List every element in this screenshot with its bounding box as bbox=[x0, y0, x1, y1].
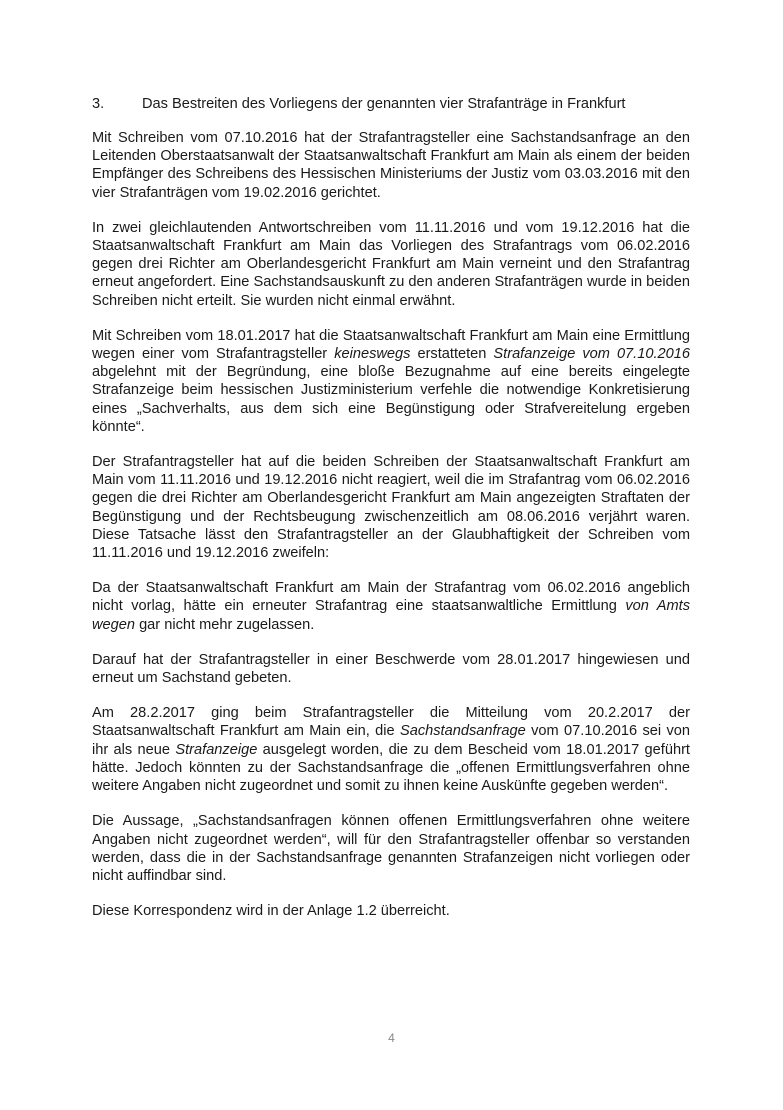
paragraph bbox=[92, 453, 690, 562]
paragraph-text: Darauf hat der Strafantragsteller in einer Beschwerde vom 28.01.2017 hingewiesen und erneut um Sachstand gebeten. bbox=[92, 651, 690, 687]
page-number: 4 bbox=[388, 1031, 395, 1045]
paragraph-text: Diese Korrespondenz wird in der Anlage 1.2 überreicht. bbox=[92, 903, 450, 920]
paragraph-text: Am 28.2.2017 ging beim Strafantragsteller die Mitteilung vom 20.2.2017 der Staatsanwaltschaft Frankfurt am Main ein, die bbox=[92, 705, 690, 740]
section-number: 3. bbox=[92, 96, 105, 112]
paragraph bbox=[92, 219, 690, 310]
document-page bbox=[92, 95, 690, 937]
paragraph bbox=[92, 902, 690, 920]
paragraph-text: Mit Schreiben vom 07.10.2016 hat der Strafantragsteller eine Sachstandsanfrage an den Leitenden Oberstaatsanwalt der Staatsanwaltschaft Frankfurt am Main als einem der beiden Empfänger des Schreibens des Hessischen Ministeriums der Justiz vom 03.03.2016 mit den vier Strafanträgen vom 19.02.2016 gerichtet. bbox=[92, 130, 690, 201]
paragraph bbox=[92, 129, 690, 202]
body-text bbox=[92, 129, 690, 920]
italic-text: Strafanzeige vom 07.10.2016 bbox=[493, 346, 690, 363]
section-title: Das Bestreiten des Vorliegens der genannten vier Strafanträge in Frankfurt bbox=[142, 96, 626, 112]
paragraph-text: ausgelegt worden, die zu dem Bescheid vom 18.01.2017 geführt hätte. Jedoch könnten zu der Sachstandsanfrage die „offenen Ermittlungsverfahren ohne weitere Angaben nicht zugeordnet und somit zu ihnen keine Auskünfte gegeben werden“. bbox=[92, 741, 690, 795]
paragraph-text: Mit Schreiben vom 18.01.2017 hat die Staatsanwaltschaft Frankfurt am Main eine Ermittlung wegen einer vom Strafantragsteller bbox=[92, 327, 690, 363]
paragraph-text: In zwei gleichlautenden Antwortschreiben vom 11.11.2016 und vom 19.12.2016 hat die Staatsanwaltschaft Frankfurt am Main das Vorliegen des Strafantrags vom 06.02.2016 gegen drei Richter am Oberlandesgericht Frankfurt am Main verneint und den Strafantrag erneut angefordert. Eine Sachstandsauskunft zu den anderen Strafanträgen wurde in beiden Schreiben nicht erteilt. Sie wurden nicht einmal erwähnt. bbox=[92, 219, 690, 309]
paragraph-text: Da der Staatsanwaltschaft Frankfurt am Main der Strafantrag vom 06.02.2016 angeblich nicht vorlag, hätte ein erneuter Strafantrag eine staatsanwaltliche Ermittlung bbox=[92, 580, 690, 615]
section-heading bbox=[92, 95, 690, 113]
paragraph-text: Die Aussage, „Sachstandsanfragen können offenen Ermittlungsverfahren ohne weitere Angaben nicht zugeordnet werden“, will für den Strafantragsteller offenbar so verstanden werden, dass die in der Sachstandsanfrage genannten Strafanzeigen nicht vorliegen oder nicht auffindbar sind. bbox=[92, 813, 690, 884]
paragraph-text: abgelehnt mit der Begründung, eine bloße Bezugnahme auf eine bereits eingelegte Strafanzeige beim hessischen Justizministerium verfehle die notwendige Konkretisierung eines „Sachverhalts, aus dem sich eine Begünstigung oder Strafvereitelung ergeben könnte“. bbox=[92, 364, 690, 435]
paragraph bbox=[92, 704, 690, 795]
paragraph-text: Der Strafantragsteller hat auf die beiden Schreiben der Staatsanwaltschaft Frankfurt am Main vom 11.11.2016 und 19.12.2016 nicht reagiert, weil die im Strafantrag vom 06.02.2016 gegen die drei Richter am Oberlandesgericht Frankfurt am Main angezeigten Straftaten der Begünstigung und der Rechtsbeugung zwischenzeitlich am 08.06.2016 verjährt waren. Diese Tatsache lässt den Strafantragsteller an der Glaubhaftigkeit der Schreiben vom 11.11.2016 und 19.12.2016 zweifeln: bbox=[92, 454, 690, 562]
italic-text: keineswegs bbox=[334, 346, 411, 363]
paragraph-text: erstatteten bbox=[410, 346, 494, 363]
paragraph bbox=[92, 579, 690, 634]
italic-text: Sachstandsanfrage bbox=[399, 723, 526, 740]
paragraph bbox=[92, 651, 690, 687]
paragraph bbox=[92, 812, 690, 885]
paragraph-text: gar nicht mehr zugelassen. bbox=[135, 616, 315, 633]
italic-text: Strafanzeige bbox=[175, 741, 258, 758]
paragraph-text: vom 07.10.2016 sei von ihr als neue bbox=[92, 723, 691, 758]
italic-text: von Amts wegen bbox=[92, 598, 690, 633]
paragraph bbox=[92, 327, 690, 436]
